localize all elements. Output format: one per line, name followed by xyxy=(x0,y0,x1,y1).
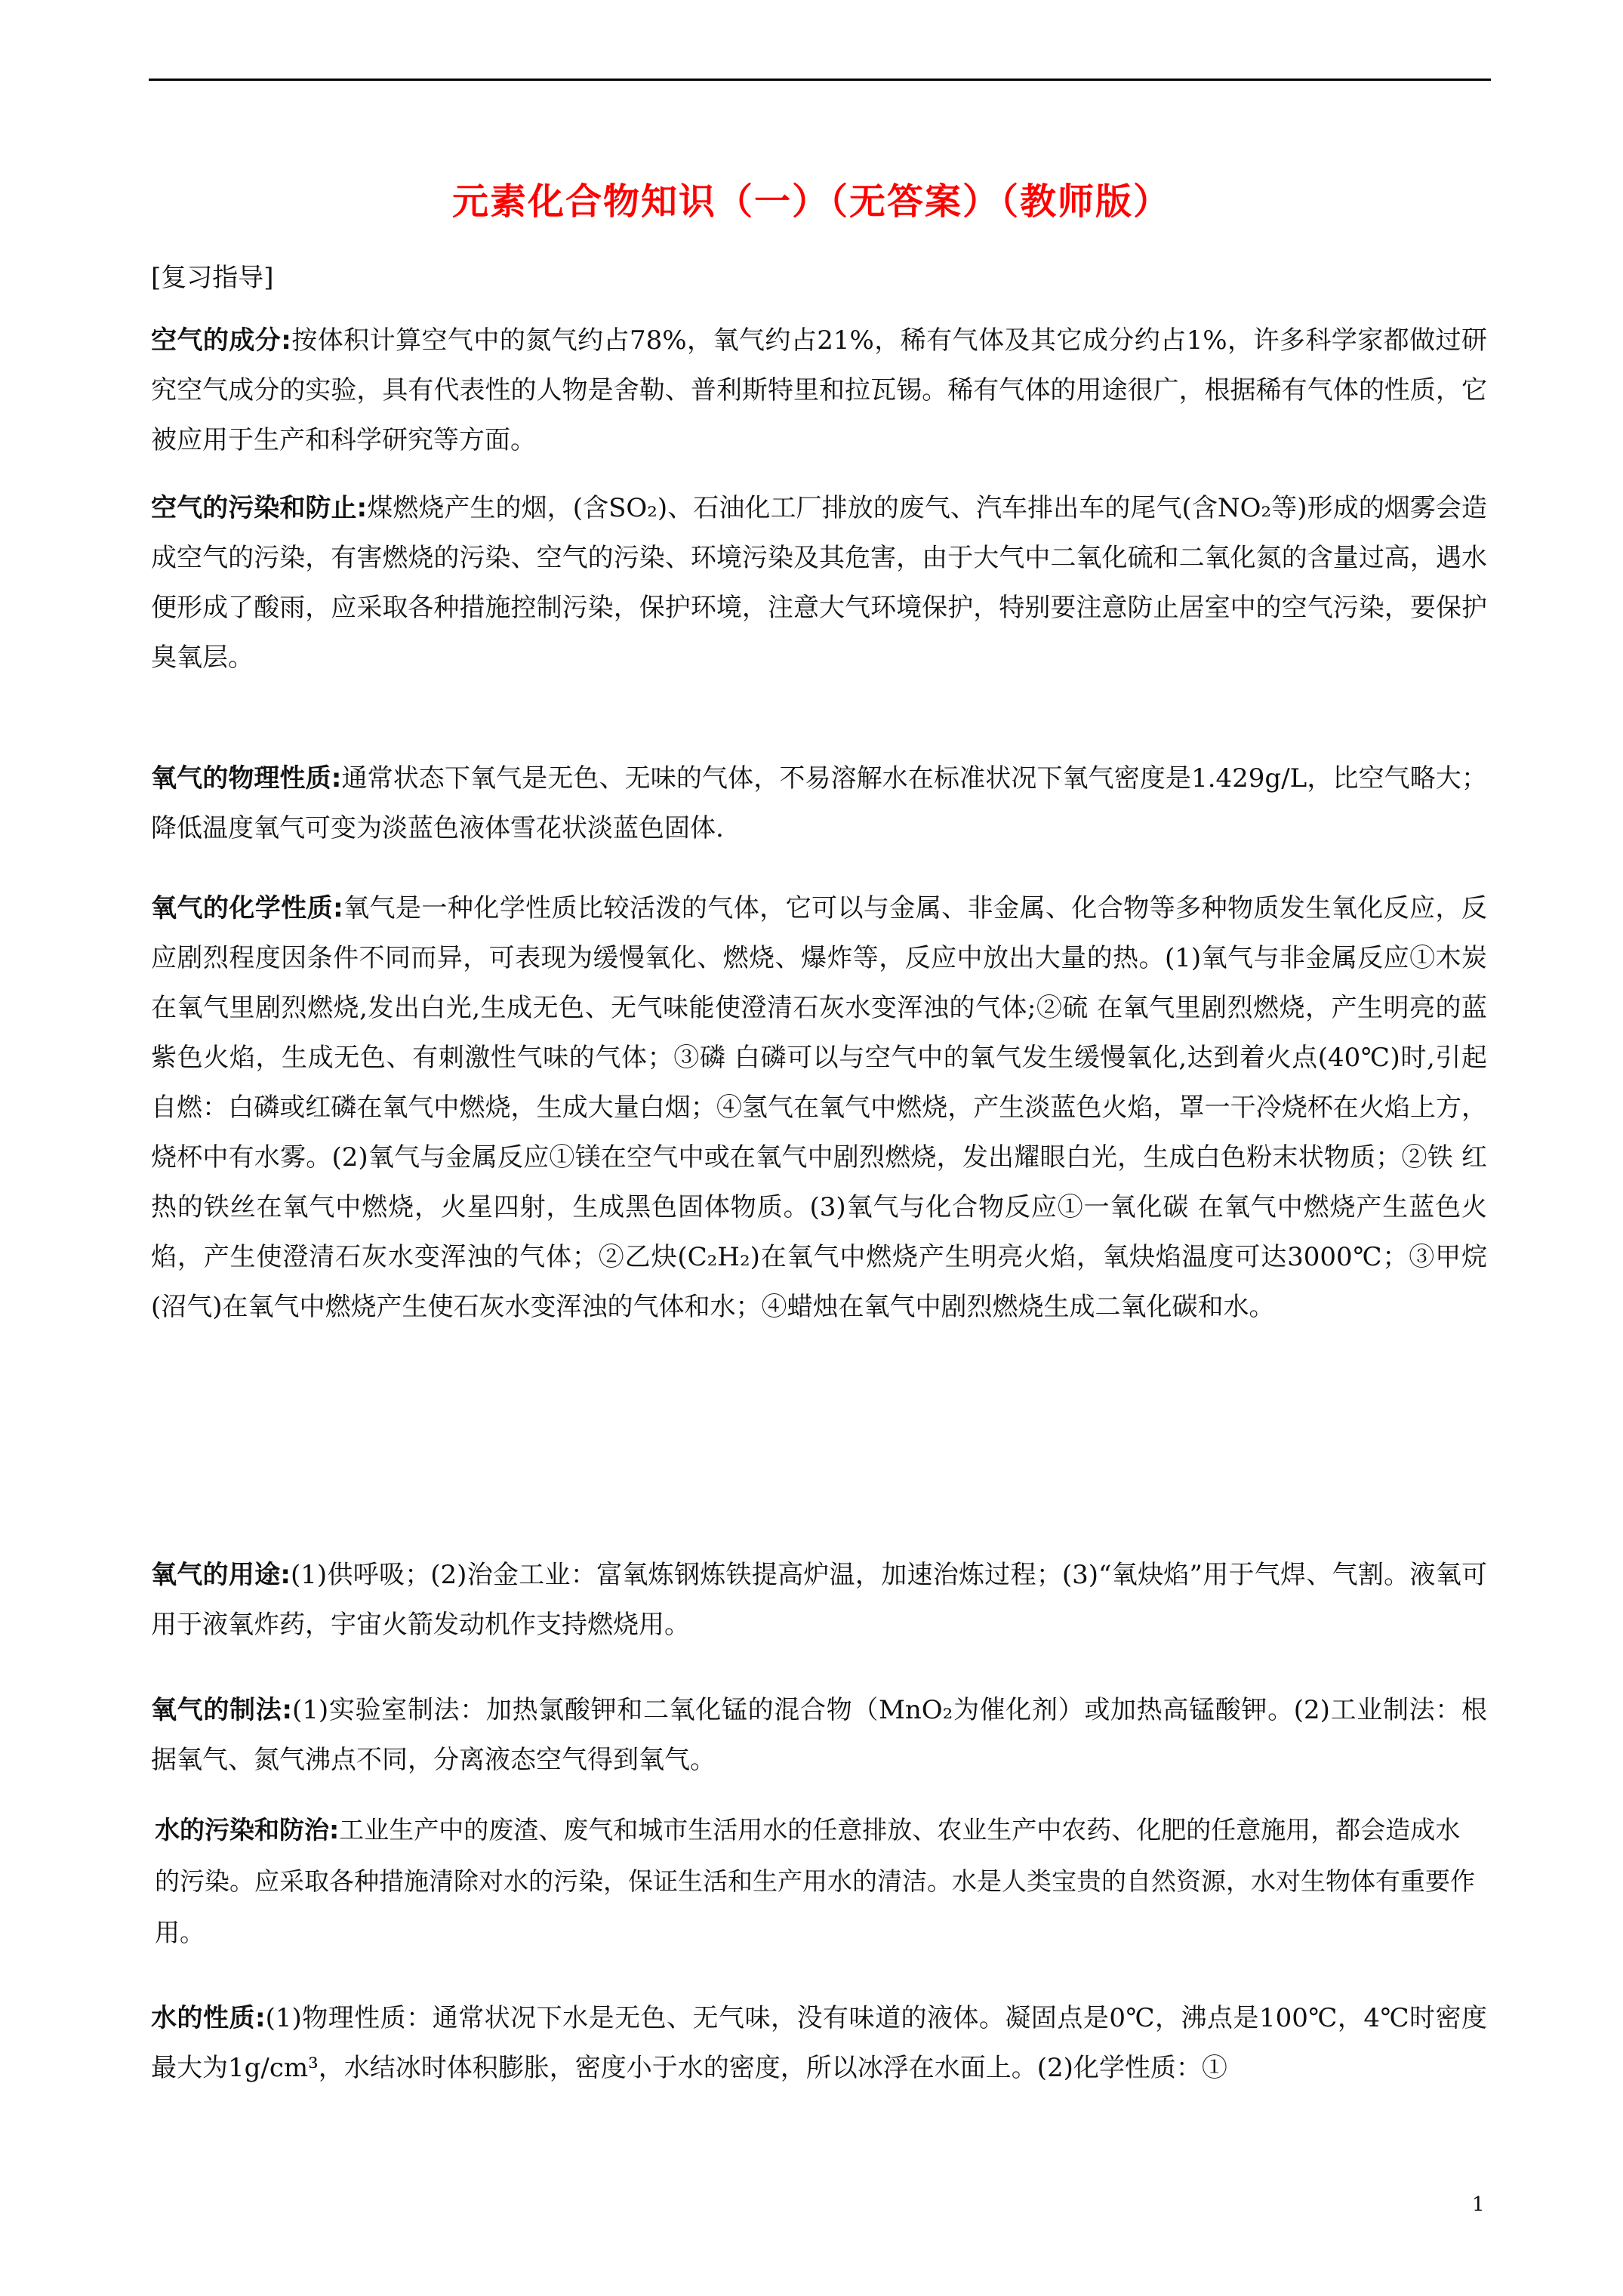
paragraph-oxygen-preparation xyxy=(151,1685,1487,1785)
paragraph-text: 煤燃烧产生的烟，(含SO₂)、石油化工厂排放的废气、汽车排出车的尾气(含NO₂等)形成的烟雾会造成空气的污染，有害燃烧的污染、空气的污染、环境污染及其危害，由于大气中二氧化硫和二氧化氮的含量过高，遇水便形成了酸雨，应采取各种措施控制污染，保护环境，注意大气环境保护，特别要注意防止居室中的空气污染，要保护臭氧层。 xyxy=(151,493,1487,673)
paragraph-water-properties xyxy=(151,1993,1487,2093)
page-number: 1 xyxy=(1472,2193,1485,2216)
paragraph-label: 氧气的制法: xyxy=(151,1695,292,1725)
paragraph-air-composition xyxy=(151,316,1487,465)
paragraph-text: 工业生产中的废渣、废气和城市生活用水的任意排放、农业生产中农药、化肥的任意施用，都会造成水的污染。应采取各种措施清除对水的污染，保证生活和生产用水的清洁。水是人类宝贵的自然资源，水对生物体有重要作用。 xyxy=(155,1815,1475,1947)
paragraph-water-pollution xyxy=(155,1804,1483,1959)
paragraph-label: 氧气的化学性质: xyxy=(151,893,343,923)
paragraph-label: 水的性质: xyxy=(151,2003,266,2033)
paragraph-text: 通常状态下氧气是无色、无味的气体，不易溶解水在标准状况下氧气密度是1.429g/L，比空气略大；降低温度氧气可变为淡蓝色液体雪花状淡蓝色固体. xyxy=(151,763,1487,843)
section-heading: [复习指导] xyxy=(151,263,274,293)
paragraph-text: (1)物理性质：通常状况下水是无色、无气味，没有味道的液体。凝固点是0℃，沸点是100℃，4℃时密度最大为1g/cm³，水结冰时体积膨胀，密度小于水的密度，所以冰浮在水面上。(2)化学性质：① xyxy=(151,2003,1487,2083)
paragraph-text: 氧气是一种化学性质比较活泼的气体，它可以与金属、非金属、化合物等多种物质发生氧化反应，反应剧烈程度因条件不同而异，可表现为缓慢氧化、燃烧、爆炸等，反应中放出大量的热。(1)氧气与非金属反应①木炭 在氧气里剧烈燃烧,发出白光,生成无色、无气味能使澄清石灰水变浑浊的气体;②硫 在氧气里剧烈燃烧，产生明亮的蓝紫色火焰，生成无色、有刺激性气味的气体；③磷 白磷可以与空气中的氧气发生缓慢氧化,达到着火点(40℃)时,引起自燃：白磷或红磷在氧气中燃烧，生成大量白烟；④氢气在氧气中燃烧，产生淡蓝色火焰，罩一干冷烧杯在火焰上方，烧杯中有水雾。(2)氧气与金属反应①镁在空气中或在氧气中剧烈燃烧，发出耀眼白光，生成白色粉末状物质；②铁 红热的铁丝在氧气中燃烧，火星四射，生成黑色固体物质。(3)氧气与化合物反应①一氧化碳 在氧气中燃烧产生蓝色火焰，产生使澄清石灰水变浑浊的气体；②乙炔(C₂H₂)在氧气中燃烧产生明亮火焰，氧炔焰温度可达3000℃；③甲烷(沼气)在氧气中燃烧产生使石灰水变浑浊的气体和水；④蜡烛在氧气中剧烈燃烧生成二氧化碳和水。 xyxy=(151,893,1487,1322)
paragraph-oxygen-physical xyxy=(151,754,1487,853)
paragraph-text: (1)实验室制法：加热氯酸钾和二氧化锰的混合物（MnO₂为催化剂）或加热高锰酸钾。(2)工业制法：根据氧气、氮气沸点不同，分离液态空气得到氧气。 xyxy=(151,1695,1487,1775)
paragraph-air-pollution xyxy=(151,483,1487,683)
paragraph-oxygen-uses xyxy=(151,1550,1487,1650)
paragraph-label: 空气的污染和防止: xyxy=(151,493,368,523)
paragraph-text: (1)供呼吸；(2)治金工业：富氧炼钢炼铁提高炉温，加速治炼过程；(3)“氧炔焰”用于气焊、气割。液氧可用于液氧炸药，宇宙火箭发动机作支持燃烧用。 xyxy=(151,1560,1487,1640)
paragraph-text: 按体积计算空气中的氮气约占78%，氧气约占21%，稀有气体及其它成分约占1%，许多科学家都做过研究空气成分的实验，具有代表性的人物是舍勒、普利斯特里和拉瓦锡。稀有气体的用途很广，根据稀有气体的性质，它被应用于生产和科学研究等方面。 xyxy=(151,325,1487,455)
paragraph-oxygen-chemical xyxy=(151,883,1487,1332)
document-title: 元素化合物知识（一）（无答案）（教师版） xyxy=(451,180,1171,223)
paragraph-label: 氧气的用途: xyxy=(151,1560,291,1590)
paragraph-label: 水的污染和防治: xyxy=(155,1815,340,1845)
paragraph-label: 氧气的物理性质: xyxy=(151,763,342,794)
header-rule xyxy=(149,79,1491,81)
paragraph-label: 空气的成分: xyxy=(151,325,291,356)
